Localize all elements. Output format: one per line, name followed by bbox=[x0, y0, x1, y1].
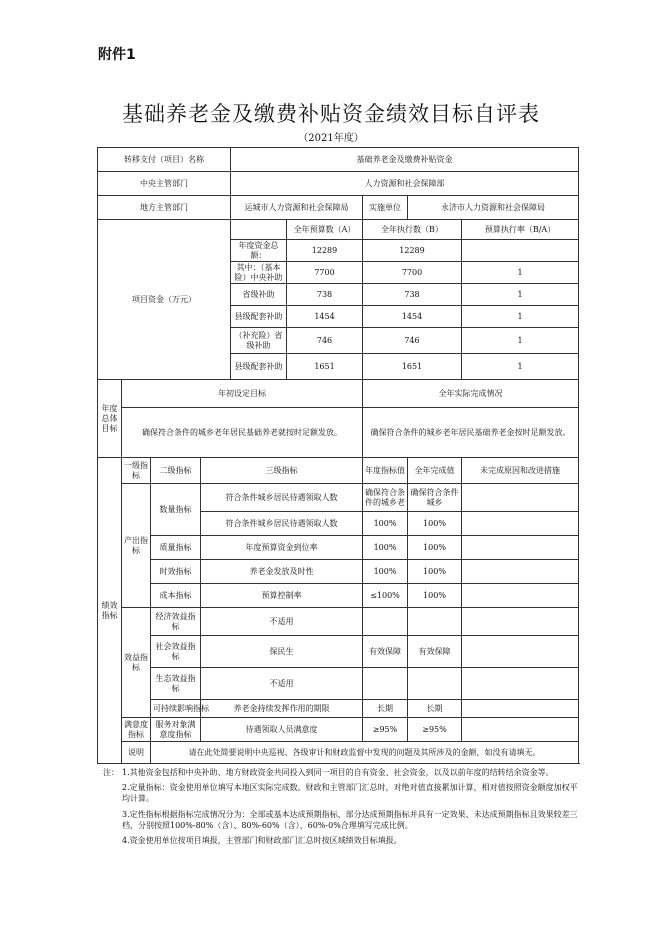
indicator-actual: 长期 bbox=[408, 700, 462, 718]
indicator-name: 符合条件城乡居民待遇领取人数 bbox=[201, 512, 363, 536]
funds-row-name: 省级补助 bbox=[231, 284, 287, 306]
central-dept-label: 中央主管部门 bbox=[98, 172, 231, 196]
central-dept-row bbox=[98, 172, 579, 196]
perf-row bbox=[98, 536, 579, 560]
perf-row bbox=[98, 484, 579, 512]
perf-row bbox=[98, 700, 579, 718]
perf-row bbox=[98, 668, 579, 700]
funds-row-exec: 738 bbox=[363, 284, 462, 306]
perf-row bbox=[98, 584, 579, 608]
indicator-reason bbox=[462, 560, 579, 584]
quality-indicator-label: 质量指标 bbox=[151, 536, 201, 560]
service-satisfaction-label: 服务对象满意度指标 bbox=[151, 718, 201, 742]
indicator-target: ≥95% bbox=[363, 718, 408, 742]
funds-row-budget: 12289 bbox=[287, 240, 363, 262]
perf-header-row bbox=[98, 458, 579, 484]
indicator-reason bbox=[462, 584, 579, 608]
local-dept-value: 运城市人力资源和社会保障局 bbox=[231, 196, 363, 220]
explanation-text: 请在此处简要说明中央巡视、各级审计和财政监督中发现的问题及其所涉及的金额，如没有请填无。 bbox=[151, 742, 579, 764]
notes-label: 注： bbox=[103, 768, 119, 777]
funds-row-rate: 1 bbox=[462, 262, 579, 284]
funds-row-name: （补充险）省级补助 bbox=[231, 328, 287, 354]
perf-reason-header: 未完成原因和改进措施 bbox=[462, 458, 579, 484]
goals-actual-text: 确保符合条件的城乡老年居民基础养老金按时足额发放。 bbox=[363, 408, 579, 458]
project-name-label: 转移支付（项目）名称 bbox=[98, 148, 231, 172]
funds-row-rate: 1 bbox=[462, 306, 579, 328]
note-item: 1.其他资金包括和中央补助、地方财政资金共同投入到同一项目的自有资金、社会资金，以及以前年度的结转结余资金等。 bbox=[122, 768, 554, 777]
report-year: （2021年度） bbox=[298, 133, 364, 144]
note-item: 3.定性指标根据指标完成情况分为：全部或基本达成预期指标、部分达成预期指标并具有一定效果、未达成预期指标且效果较差三档，分别按照100%-80%（含）、80%-60%（含）、60%-0%合理填写完成比例。 bbox=[122, 809, 578, 830]
goals-actual-header: 全年实际完成情况 bbox=[363, 380, 579, 408]
funds-row-rate: 1 bbox=[462, 328, 579, 354]
indicator-actual bbox=[408, 668, 462, 700]
indicator-reason bbox=[462, 718, 579, 742]
note-item: 2.定量指标：资金使用单位填写本地区实际完成数。财政和主管部门汇总时，对绝对值直接累加计算，相对值按照资金额度加权平均计算。 bbox=[122, 783, 578, 804]
perf-level3-header: 三级指标 bbox=[201, 458, 363, 484]
goals-content-row bbox=[98, 408, 579, 458]
funds-exec-header: 全年执行数（B） bbox=[363, 220, 462, 240]
funds-row-exec: 7700 bbox=[363, 262, 462, 284]
indicator-reason bbox=[462, 636, 579, 668]
indicator-target bbox=[363, 608, 408, 636]
funds-row-rate: 1 bbox=[462, 354, 579, 380]
output-indicator-label: 产出指标 bbox=[122, 484, 151, 608]
indicator-target bbox=[363, 668, 408, 700]
funds-row-rate: 1 bbox=[462, 284, 579, 306]
indicator-actual bbox=[408, 608, 462, 636]
indicator-actual: 100% bbox=[408, 512, 462, 536]
project-name-value: 基础养老金及缴费补贴资金 bbox=[231, 148, 579, 172]
impl-unit-value: 永济市人力资源和社会保障局 bbox=[408, 196, 579, 220]
perf-row bbox=[98, 636, 579, 668]
indicator-actual: 确保符合条件城乡 bbox=[408, 484, 462, 512]
perf-row bbox=[98, 560, 579, 584]
funds-row-budget: 746 bbox=[287, 328, 363, 354]
funds-blank-header bbox=[231, 220, 287, 240]
indicator-name: 待遇领取人员满意度 bbox=[201, 718, 363, 742]
funds-row-budget: 1454 bbox=[287, 306, 363, 328]
indicator-name: 年度预算资金到位率 bbox=[201, 536, 363, 560]
satisfaction-indicator-label: 满意度指标 bbox=[122, 718, 151, 742]
benefit-indicator-label: 效益指标 bbox=[122, 608, 151, 718]
indicator-target: 100% bbox=[363, 560, 408, 584]
indicator-reason bbox=[462, 484, 579, 512]
central-dept-value: 人力资源和社会保障部 bbox=[231, 172, 579, 196]
perf-row bbox=[98, 608, 579, 636]
quantity-indicator-label: 数量指标 bbox=[151, 484, 201, 536]
perf-level2-header: 二级指标 bbox=[151, 458, 201, 484]
perf-target-header: 年度指标值 bbox=[363, 458, 408, 484]
notes-section bbox=[103, 767, 581, 850]
funds-rate-header: 预算执行率（B/A） bbox=[462, 220, 579, 240]
indicator-name: 不适用 bbox=[201, 668, 363, 700]
project-name-row bbox=[98, 148, 579, 172]
funds-row-exec: 1454 bbox=[363, 306, 462, 328]
funds-label: 项目资金（万元） bbox=[98, 220, 231, 380]
funds-row-name: 县级配套补助 bbox=[231, 354, 287, 380]
economic-indicator-label: 经济效益指标 bbox=[151, 608, 201, 636]
funds-row-rate bbox=[462, 240, 579, 262]
indicator-reason bbox=[462, 512, 579, 536]
indicator-target: 确保符合条件的城乡老 bbox=[363, 484, 408, 512]
timeliness-indicator-label: 时效指标 bbox=[151, 560, 201, 584]
sustainable-indicator-label: 可持续影响指标 bbox=[151, 700, 201, 718]
cost-indicator-label: 成本指标 bbox=[151, 584, 201, 608]
funds-row-budget: 738 bbox=[287, 284, 363, 306]
goals-planned-header: 年初设定目标 bbox=[122, 380, 363, 408]
indicator-name: 保民生 bbox=[201, 636, 363, 668]
funds-row-budget: 1651 bbox=[287, 354, 363, 380]
attachment-label: 附件1 bbox=[98, 47, 136, 63]
funds-row-name: 年度资金总额： bbox=[231, 240, 287, 262]
funds-row-name: 县级配套补助 bbox=[231, 306, 287, 328]
local-dept-label: 地方主管部门 bbox=[98, 196, 231, 220]
indicator-actual: ≥95% bbox=[408, 718, 462, 742]
note-item: 4.资金使用单位按项目填报，主管部门和财政部门汇总时按区域绩效目标填报。 bbox=[122, 835, 402, 845]
indicator-name: 养老金发放及时性 bbox=[201, 560, 363, 584]
indicator-target: 100% bbox=[363, 512, 408, 536]
indicator-target: 100% bbox=[363, 536, 408, 560]
goals-header-row bbox=[98, 380, 579, 408]
funds-row-exec: 1651 bbox=[363, 354, 462, 380]
indicator-actual: 100% bbox=[408, 584, 462, 608]
indicator-actual: 有效保障 bbox=[408, 636, 462, 668]
funds-row-exec: 12289 bbox=[363, 240, 462, 262]
impl-unit-label: 实施单位 bbox=[363, 196, 408, 220]
perf-label: 绩效指标 bbox=[98, 458, 122, 764]
funds-row-name: 其中：（基本险）中央补助 bbox=[231, 262, 287, 284]
perf-row bbox=[98, 718, 579, 742]
indicator-name: 预算控制率 bbox=[201, 584, 363, 608]
explanation-row bbox=[98, 742, 579, 764]
indicator-actual: 100% bbox=[408, 536, 462, 560]
self-evaluation-table bbox=[97, 147, 579, 764]
goals-label: 年度总体目标 bbox=[98, 380, 122, 458]
indicator-reason bbox=[462, 608, 579, 636]
local-dept-row bbox=[98, 196, 579, 220]
funds-header-row bbox=[98, 220, 579, 240]
funds-row-exec: 746 bbox=[363, 328, 462, 354]
perf-level1-header: 一级指标 bbox=[122, 458, 151, 484]
indicator-target: 有效保障 bbox=[363, 636, 408, 668]
indicator-reason bbox=[462, 668, 579, 700]
perf-actual-header: 全年完成值 bbox=[408, 458, 462, 484]
indicator-name: 符合条件城乡居民待遇领取人数 bbox=[201, 484, 363, 512]
indicator-reason bbox=[462, 700, 579, 718]
indicator-target: 长期 bbox=[363, 700, 408, 718]
goals-planned-text: 确保符合条件的城乡老年居民基础养老就按时足额发放。 bbox=[122, 408, 363, 458]
indicator-reason bbox=[462, 536, 579, 560]
indicator-name: 养老金持续发挥作用的期限 bbox=[201, 700, 363, 718]
indicator-target: ≤100% bbox=[363, 584, 408, 608]
ecological-indicator-label: 生态效益指标 bbox=[151, 668, 201, 700]
indicator-name: 不适用 bbox=[201, 608, 363, 636]
indicator-actual: 100% bbox=[408, 560, 462, 584]
funds-row-budget: 7700 bbox=[287, 262, 363, 284]
page-title: 基础养老金及缴费补贴资金绩效目标自评表 bbox=[122, 102, 540, 126]
funds-budget-header: 全年预算数（A） bbox=[287, 220, 363, 240]
explanation-label: 说明 bbox=[122, 742, 151, 764]
social-indicator-label: 社会效益指标 bbox=[151, 636, 201, 668]
